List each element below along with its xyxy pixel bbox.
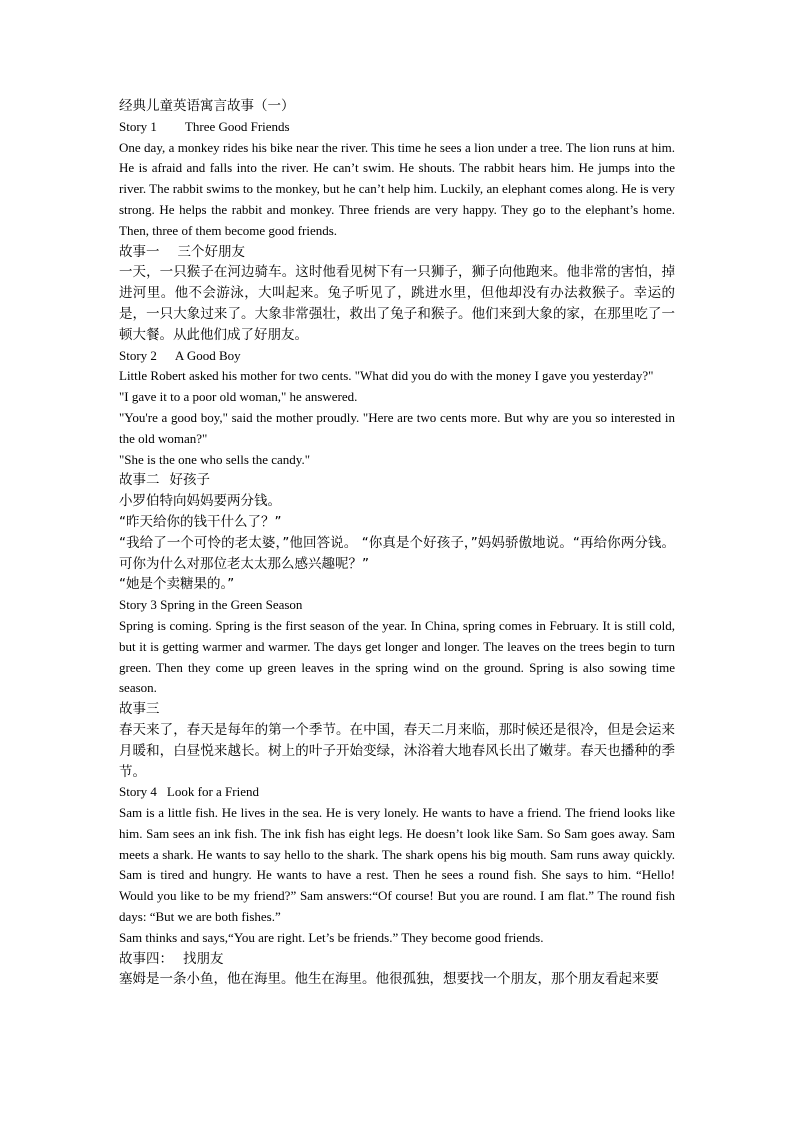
story2-cn-paragraph: “昨天给你的钱干什么了？”	[119, 513, 282, 530]
story1-cn-text: 一天，一只猴子在河边骑车。这时他看见树下有一只狮子，狮子向他跑来。他非常的害怕，掉进河里。他不会游泳，大叫起来。兔子听见了，跳进水里，但他却没有办法救猴子。幸运的是，一只大象过来了。大象非常强壮，救出了兔子和猴子。他们来到大象的家，在那里吃了一顿大餐。从此他们成了好朋友。	[119, 264, 675, 343]
story4-text-end: Sam thinks and says,“You are right. Let’s be friends.” They become good friends.	[119, 929, 544, 945]
story2-title: A Good Boy	[174, 347, 241, 363]
story3-heading: Story 3 Spring in the Green Season	[119, 597, 303, 613]
story2-cn-paragraph: “她是个卖糖果的。”	[119, 576, 235, 593]
story1-number: Story 1	[119, 118, 157, 134]
story1-heading	[119, 117, 675, 138]
story3-text: Spring is coming. Spring is the first season of the year. In China, spring comes in February. It is still cold, but it is getting warmer and warmer. The days get longer and longer. The leaves on the trees begin to turn green. Then they come up green leaves in the spring wind on the ground. Spring is also sowing time season.	[119, 617, 675, 696]
story1-title: Three Good Friends	[184, 118, 290, 134]
story4-cn-heading	[119, 949, 675, 970]
story2-paragraph: "She is the one who sells the candy."	[119, 451, 311, 467]
story4-text: Sam is a little fish. He lives in the sea. He is very lonely. He wants to have a friend. The friend looks like him. Sam sees an ink fish. The ink fish has eight legs. He doesn’t look like Sam. So Sam goes away. Sam meets a shark. He wants to say hello to the shark. The shark opens his big mouth. Sam runs away quickly. Sam is tired and hungry. He wants to have a rest. Then he sees a round fish. She says to him. “Hello! Would you like to be my friend?” Sam answers:“Of course! But you are round. I am flat.” The round fish days: “But we are both fishes.”	[119, 805, 675, 925]
story4-cn-number: 故事四：	[119, 950, 173, 967]
story1-cn-heading	[119, 242, 675, 263]
story2-paragraph: Little Robert asked his mother for two cents. "What did you do with the money I gave you yesterday?"	[119, 368, 654, 384]
story4-cn-text: 塞姆是一条小鱼，他在海里。他生在海里。他很孤独，想要找一个朋友，那个朋友看起来要	[119, 971, 659, 988]
story2-paragraph: "I gave it to a poor old woman," he answered.	[119, 389, 358, 405]
story2-cn-title: 好孩子	[169, 472, 210, 489]
story2-cn-number: 故事二	[119, 472, 160, 489]
story2-cn-paragraph: 小罗伯特向妈妈要两分钱。	[119, 493, 281, 510]
story2-paragraph: "You're a good boy," said the mother proudly. "Here are two cents more. But why are you so interested in the old woman?"	[119, 409, 675, 446]
story3-cn-heading: 故事三	[119, 701, 160, 718]
story2-cn-paragraph: “我给了一个可怜的老太婆，”他回答说。 “你真是个好孩子，”妈妈骄傲地说。“再给你两分钱。可你为什么对那位老太太那么感兴趣呢？”	[119, 534, 675, 572]
story1-cn-number: 故事一	[119, 243, 160, 260]
story2-number: Story 2	[119, 347, 157, 363]
document-page	[119, 96, 675, 990]
story4-cn-title: 找朋友	[183, 950, 224, 967]
story4-number: Story 4	[119, 784, 157, 800]
story1-text: One day, a monkey rides his bike near the river. This time he sees a lion under a tree. The lion runs at him. He is afraid and falls into the river. He can’t swim. He shouts. The rabbit hears him. He jumps into the river. The rabbit swims to the monkey, but he can’t help him. Luckily, an elephant comes along. He is very strong. He helps the rabbit and monkey. Three friends are very happy. They go to the elephant’s home. Then, three of them become good friends.	[119, 139, 675, 238]
story2-heading	[119, 346, 675, 367]
document-title: 经典儿童英语寓言故事（一）	[119, 98, 295, 114]
story1-cn-title: 三个好朋友	[177, 243, 245, 260]
story4-title: Look for a Friend	[166, 784, 259, 800]
story4-heading	[119, 782, 675, 803]
story2-cn-heading	[119, 470, 675, 491]
story3-cn-text: 春天来了，春天是每年的第一个季节。在中国，春天二月来临，那时候还是很冷，但是会运来月暖和，白昼悦来越长。树上的叶子开始变绿，沐浴着大地春风长出了嫩芽。春天也播种的季节。	[119, 721, 675, 780]
